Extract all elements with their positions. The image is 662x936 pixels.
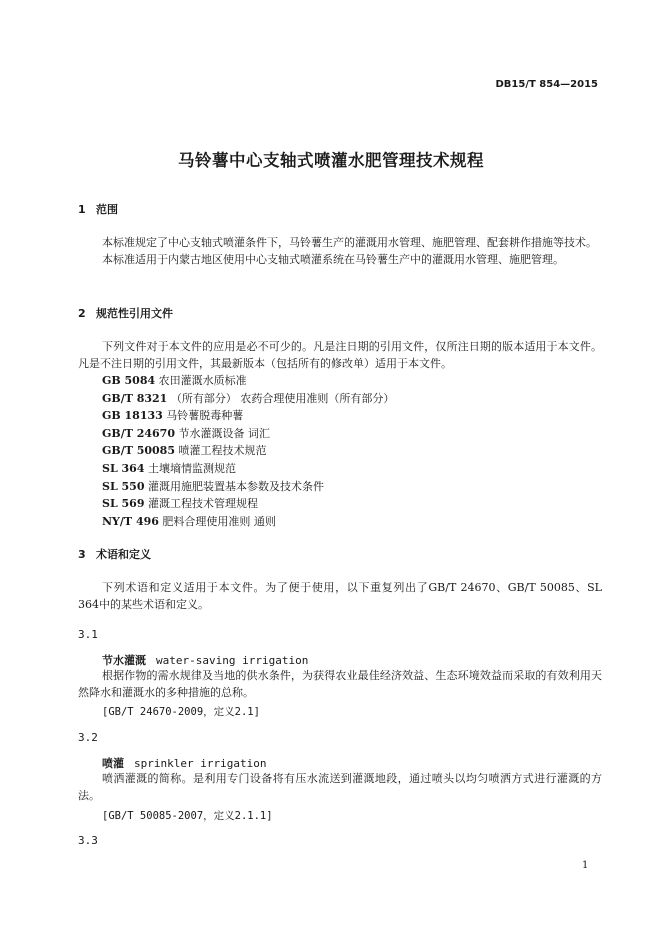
list-item: SL 550 灌溉用施肥装置基本参数及技术条件 bbox=[102, 479, 324, 493]
section-3-heading bbox=[78, 546, 151, 562]
section-1-heading bbox=[78, 201, 118, 217]
reference-list bbox=[102, 372, 394, 530]
term-definition bbox=[78, 770, 602, 804]
term-number: 3.3 bbox=[78, 834, 98, 847]
paragraph: 下列术语和定义适用于本文件。为了便于使用，以下重复列出了GB/T 24670、GB/T 50085、SL 364中的某些术语和定义。 bbox=[78, 581, 602, 611]
term-heading bbox=[102, 755, 266, 771]
paragraph: 喷洒灌溉的简称。是利用专门设备将有压水流送到灌溉地段，通过喷头以均匀喷洒方式进行灌溉的方法。 bbox=[78, 772, 602, 802]
paragraph: 下列文件对于本文件的应用是必不可少的。凡是注日期的引用文件，仅所注日期的版本适用于本文件。凡是不注日期的引用文件，其最新版本（包括所有的修改单）适用于本文件。 bbox=[78, 340, 602, 370]
list-item: GB 5084 农田灌溉水质标准 bbox=[102, 374, 247, 387]
section-number: 1 bbox=[78, 203, 86, 216]
term-en: sprinkler irrigation bbox=[134, 757, 267, 770]
term-zh: 节水灌溉 bbox=[102, 654, 146, 667]
section-1-paragraphs bbox=[78, 234, 602, 268]
term-zh: 喷灌 bbox=[102, 757, 124, 770]
section-number: 3 bbox=[78, 548, 86, 561]
list-item: SL 364 土壤墒情监测规范 bbox=[102, 461, 236, 475]
section-2-intro bbox=[78, 338, 602, 372]
paragraph: 根据作物的需水规律及当地的供水条件，为获得农业最佳经济效益、生态环境效益而采取的有效利用天然降水和灌溉水的多种措施的总称。 bbox=[78, 669, 602, 699]
paragraph: 本标准规定了中心支轴式喷灌条件下，马铃薯生产的灌溉用水管理、施肥管理、配套耕作措施等技术。 bbox=[102, 236, 597, 249]
term-definition bbox=[78, 667, 602, 701]
paragraph: 本标准适用于内蒙古地区使用中心支轴式喷灌系统在马铃薯生产中的灌溉用水管理、施肥管理。 bbox=[102, 253, 564, 266]
term-number: 3.1 bbox=[78, 628, 98, 641]
standard-code: DB15/T 854—2015 bbox=[495, 79, 598, 90]
term-source: [GB/T 24670-2009，定义2.1] bbox=[102, 706, 260, 718]
term-number: 3.2 bbox=[78, 731, 98, 744]
term-heading bbox=[102, 652, 308, 668]
page-number: 1 bbox=[582, 860, 589, 871]
list-item: GB 18133 马铃薯脱毒种薯 bbox=[102, 409, 244, 423]
list-item: GB/T 50085 喷灌工程技术规范 bbox=[102, 444, 267, 458]
list-item: NY/T 496 肥料合理使用准则 通则 bbox=[102, 514, 276, 528]
document-title: 马铃薯中心支轴式喷灌水肥管理技术规程 bbox=[178, 151, 484, 170]
section-2-heading bbox=[78, 305, 173, 321]
list-item: SL 569 灌溉工程技术管理规程 bbox=[102, 497, 258, 511]
term-source: [GB/T 50085-2007，定义2.1.1] bbox=[102, 810, 273, 822]
section-number: 2 bbox=[78, 307, 86, 320]
term-en: water-saving irrigation bbox=[156, 654, 309, 667]
section-3-intro bbox=[78, 579, 602, 613]
section-title: 范围 bbox=[96, 203, 118, 216]
section-title: 术语和定义 bbox=[96, 548, 151, 561]
list-item: GB/T 24670 节水灌溉设备 词汇 bbox=[102, 426, 270, 440]
section-title: 规范性引用文件 bbox=[96, 307, 173, 320]
list-item: GB/T 8321 （所有部分） 农药合理使用准则（所有部分） bbox=[102, 391, 395, 405]
